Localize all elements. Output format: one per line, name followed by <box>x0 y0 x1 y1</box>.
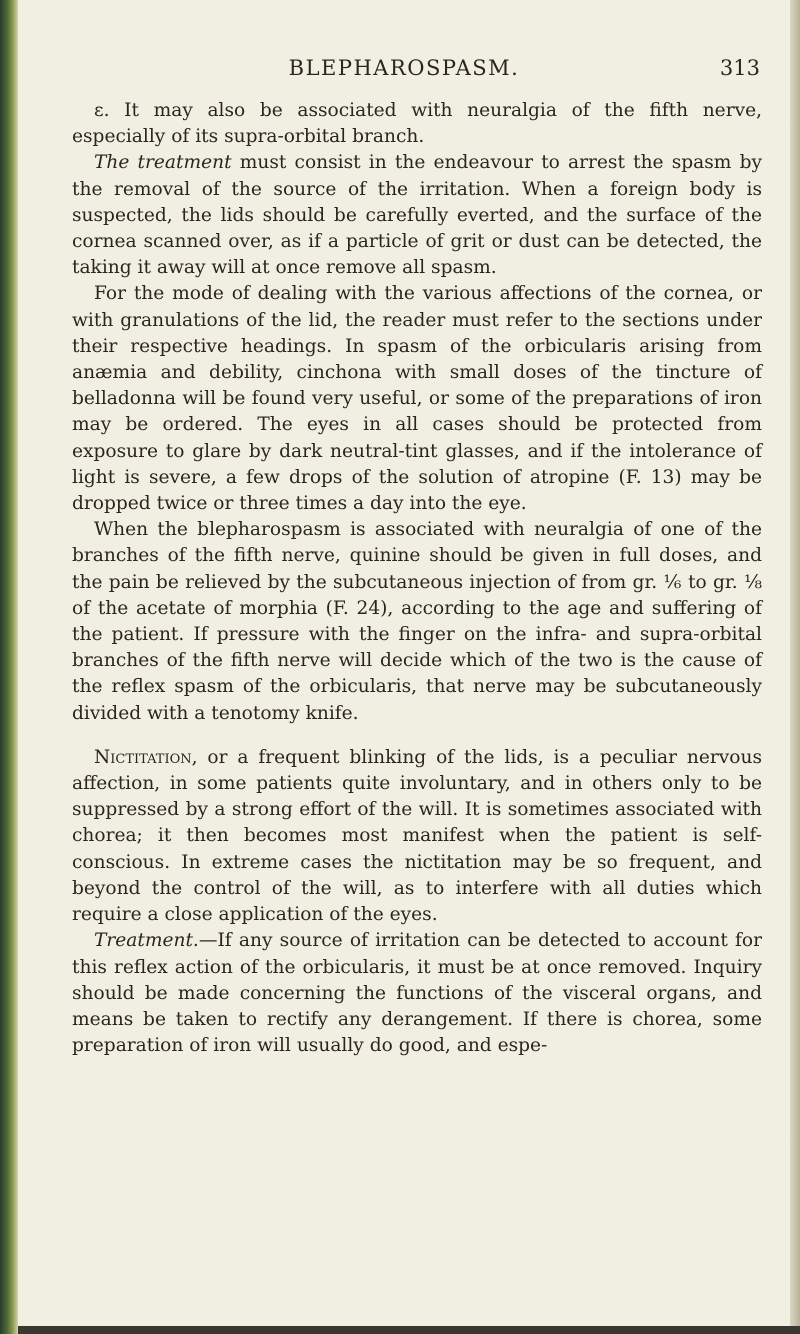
paragraph-nictitation: Nictitation, or a frequent blinking of the lids, is a peculiar nervous affection, in some patients quite involuntary, and in others only to be suppressed by a strong effort of the will. It is sometimes associated with chorea; it then becomes most manifest when the patient is self-conscious. In extreme cases the nictitation may be so frequent, and beyond the control of the will, as to interfere with all duties which require a close application of the eyes. <box>72 746 762 926</box>
treatment-heading-2: Treatment. <box>94 930 199 952</box>
paragraph-nictitation-treatment: Treatment.—If any source of irritation can be detected to account for this reflex action of the orbicularis, it must be at once removed. Inquiry should be made concerning the functions of the visceral organs, and means be taken to rectify any derangement. If there is chorea, some preparation of iron will usually do good, and espe- <box>72 930 762 1057</box>
page-number: 313 <box>719 56 760 80</box>
paragraph-cornea: For the mode of dealing with the various affections of the cornea, or with granulations of the lid, the reader must refer to the sections under their respective headings. In spasm of the orbicularis arising from anæmia and debility, cinchona with small doses of the tincture of belladonna will be found very useful, or some of the preparations of iron may be ordered. The eyes in all cases should be protected from exposure to glare by dark neutral-tint glasses, and if the intolerance of light is severe, a few drops of the solution of atropine (F. 13) may be dropped twice or three times a day into the eye. <box>72 283 762 515</box>
paragraph-epsilon: ε. It may also be associated with neuralgia of the fifth nerve, especially of its supra-orbital branch. <box>72 100 762 148</box>
page-header <box>18 56 790 86</box>
nictitation-heading: Nictitation, <box>94 746 198 768</box>
book-page <box>18 0 790 1326</box>
book-binding-edge <box>0 0 18 1334</box>
running-head: BLEPHAROSPASM. <box>288 56 520 80</box>
body-text <box>72 98 762 1059</box>
page-edge <box>790 0 800 1334</box>
paragraph-neuralgia: When the blepharospasm is associated with neuralgia of one of the branches of the fifth nerve, quinine should be given in full doses, and the pain be relieved by the subcutaneous injection of from gr. ⅙ to gr. ⅛ of the acetate of morphia (F. 24), according to the age and suffering of the patient. If pressure with the finger on the infra- and supra-orbital branches of the fifth nerve will decide which of the two is the cause of the reflex spasm of the orbicularis, that nerve may be subcutaneously divided with a tenotomy knife. <box>72 519 762 724</box>
page-bottom-edge <box>18 1326 800 1334</box>
paragraph-treatment: The treatment must consist in the endeavour to arrest the spasm by the removal of the source of the irritation. When a foreign body is suspected, the lids should be carefully everted, and the surface of the cornea scanned over, as if a particle of grit or dust can be detected, the taking it away will at once remove all spasm. <box>72 152 762 279</box>
treatment-heading: The treatment <box>94 152 232 174</box>
